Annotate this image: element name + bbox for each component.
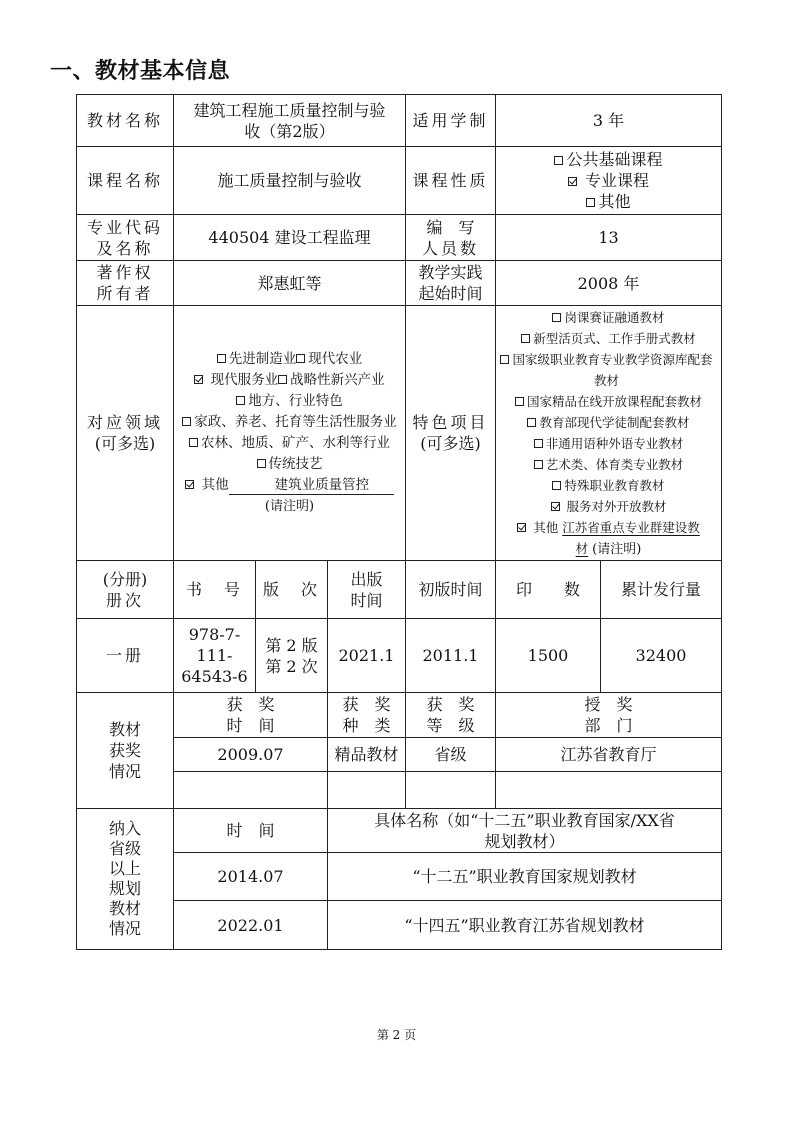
section-heading: 一、教材基本信息 <box>50 59 231 84</box>
major-code-name: 440504 建设工程监理 <box>174 215 406 261</box>
row-course <box>77 147 722 215</box>
info-form <box>76 94 722 950</box>
label-fields: 对应领域 (可多选) <box>77 306 174 561</box>
award-type-empty <box>328 772 406 809</box>
field-option-service[interactable]: 现代服务业 <box>194 372 278 388</box>
checkbox-icon[interactable] <box>217 354 226 363</box>
first-edition-value: 2011.1 <box>406 619 496 693</box>
feature-options <box>496 306 722 561</box>
label-plan-name: 具体名称（如“十二五”职业教育国家/XX省 规划教材） <box>328 809 722 853</box>
label-award-time: 获 奖 时 间 <box>174 693 328 738</box>
checkbox-icon[interactable] <box>296 354 305 363</box>
checkbox-icon[interactable] <box>554 156 563 165</box>
row-volume-values <box>77 619 722 693</box>
course-nature-options <box>496 147 722 215</box>
field-option-local[interactable]: 地方、行业特色 <box>176 391 403 412</box>
checkbox-checked-icon[interactable] <box>551 502 560 511</box>
field-option-emerging[interactable]: 战略性新兴产业 <box>278 372 385 388</box>
label-isbn: 书 号 <box>174 561 256 619</box>
award-dept-empty <box>496 772 722 809</box>
checkbox-icon[interactable] <box>182 417 191 426</box>
label-total-issue: 累计发行量 <box>601 561 722 619</box>
award-level-empty <box>406 772 496 809</box>
label-award-level: 获 奖 等 级 <box>406 693 496 738</box>
checkbox-checked-icon[interactable] <box>185 480 194 489</box>
checkbox-icon[interactable] <box>586 198 595 207</box>
label-textbook-name: 教材名称 <box>77 95 174 147</box>
checkbox-icon[interactable] <box>189 438 198 447</box>
row-major <box>77 215 722 261</box>
checkbox-icon[interactable] <box>521 334 530 343</box>
award-dept: 江苏省教育厅 <box>496 738 722 772</box>
copyright-owner: 郑惠虹等 <box>174 261 406 306</box>
feature-option-1[interactable]: 新型活页式、工作手册式教材 <box>498 328 719 349</box>
award-time-empty <box>174 772 328 809</box>
label-copyright: 著作权 所有者 <box>77 261 174 306</box>
field-option-other[interactable]: 其他 建筑业质量管控 <box>176 475 403 496</box>
label-course-name: 课程名称 <box>77 147 174 215</box>
feature-option-0[interactable]: 岗课赛证融通教材 <box>498 307 719 328</box>
label-features: 特色项目 (可多选) <box>406 306 496 561</box>
row-plan-header <box>77 809 722 853</box>
feature-option-8[interactable]: 服务对外开放教材 <box>498 496 719 517</box>
label-award-type: 获 奖 种 类 <box>328 693 406 738</box>
course-name: 施工质量控制与验收 <box>174 147 406 215</box>
checkbox-icon[interactable] <box>257 459 266 468</box>
feature-option-4[interactable]: 教育部现代学徒制配套教材 <box>498 412 719 433</box>
plan-time: 2022.01 <box>174 901 328 950</box>
label-practice-start: 教学实践 起始时间 <box>406 261 496 306</box>
field-option-manufacturing[interactable]: 先进制造业 <box>217 351 297 367</box>
feature-other-input-cont[interactable]: 材 <box>575 540 589 556</box>
label-plan: 纳入 省级 以上 规划 教材 情况 <box>77 809 174 950</box>
checkbox-icon[interactable] <box>278 375 287 384</box>
checkbox-checked-icon[interactable] <box>517 523 526 532</box>
label-major: 专业代码 及名称 <box>77 215 174 261</box>
label-plan-time: 时 间 <box>174 809 328 853</box>
label-writers-count: 编 写 人员数 <box>406 215 496 261</box>
feature-option-3[interactable]: 国家精品在线开放课程配套教材 <box>498 391 719 412</box>
award-type: 精品教材 <box>328 738 406 772</box>
label-edition: 版 次 <box>256 561 328 619</box>
label-first-edition: 初版时间 <box>406 561 496 619</box>
feature-option-2[interactable]: 国家级职业教育专业教学资源库配套教材 <box>498 349 719 391</box>
label-awards: 教材 获奖 情况 <box>77 693 174 809</box>
plan-name: “十二五”职业教育国家规划教材 <box>328 853 722 901</box>
label-print-count: 印 数 <box>496 561 601 619</box>
volume-value: 一册 <box>77 619 174 693</box>
checkbox-checked-icon[interactable] <box>568 177 577 186</box>
feature-option-5[interactable]: 非通用语种外语专业教材 <box>498 433 719 454</box>
feature-option-other[interactable]: 其他 江苏省重点专业群建设教 <box>498 517 719 538</box>
pub-time-value: 2021.1 <box>328 619 406 693</box>
award-level: 省级 <box>406 738 496 772</box>
row-textbook-name <box>77 95 722 147</box>
textbook-info-table <box>76 94 721 949</box>
row-copyright <box>77 261 722 306</box>
row-plan-1 <box>77 853 722 901</box>
feature-option-6[interactable]: 艺术类、体育类专业教材 <box>498 454 719 475</box>
field-option-agriculture[interactable]: 现代农业 <box>296 351 362 367</box>
row-award-2 <box>77 772 722 809</box>
field-option-household[interactable]: 家政、养老、托育等生活性服务业 <box>176 412 403 433</box>
row-awards-header <box>77 693 722 738</box>
checkbox-icon[interactable] <box>534 439 543 448</box>
checkbox-checked-icon[interactable] <box>194 375 203 384</box>
checkbox-icon[interactable] <box>500 355 509 364</box>
plan-name: “十四五”职业教育江苏省规划教材 <box>328 901 722 950</box>
feature-option-7[interactable]: 特殊职业教育教材 <box>498 475 719 496</box>
row-volume-header <box>77 561 722 619</box>
checkbox-icon[interactable] <box>527 418 536 427</box>
label-school-system: 适用学制 <box>406 95 496 147</box>
field-other-input[interactable]: 建筑业质量管控 <box>229 476 394 495</box>
checkbox-icon[interactable] <box>552 313 561 322</box>
total-issue-value: 32400 <box>601 619 722 693</box>
feature-other-input[interactable]: 江苏省重点专业群建设教 <box>562 519 700 535</box>
checkbox-icon[interactable] <box>552 481 561 490</box>
nature-option-other[interactable]: 其他 <box>498 191 719 212</box>
label-course-nature: 课程性质 <box>406 147 496 215</box>
print-count-value: 1500 <box>496 619 601 693</box>
checkbox-icon[interactable] <box>236 396 245 405</box>
practice-start: 2008 年 <box>496 261 722 306</box>
checkbox-icon[interactable] <box>534 460 543 469</box>
nature-option-public[interactable]: 公共基础课程 <box>498 149 719 170</box>
label-pub-time: 出版 时间 <box>328 561 406 619</box>
row-plan-2 <box>77 901 722 950</box>
row-award-1 <box>77 738 722 772</box>
edition-value: 第 2 版 第 2 次 <box>256 619 328 693</box>
school-system: 3 年 <box>496 95 722 147</box>
field-options <box>174 306 406 561</box>
nature-option-major[interactable]: 专业课程 <box>498 170 719 191</box>
row-fields-features <box>77 306 722 561</box>
field-option-craft[interactable]: 传统技艺 <box>176 454 403 475</box>
award-time: 2009.07 <box>174 738 328 772</box>
checkbox-icon[interactable] <box>515 397 524 406</box>
feature-note: (请注明) <box>592 541 642 557</box>
writers-count: 13 <box>496 215 722 261</box>
field-option-resources[interactable]: 农林、地质、矿产、水利等行业 <box>176 433 403 454</box>
plan-time: 2014.07 <box>174 853 328 901</box>
textbook-name: 建筑工程施工质量控制与验收（第2版） <box>174 95 406 147</box>
field-note: (请注明) <box>264 499 315 514</box>
label-volume: (分册) 册次 <box>77 561 174 619</box>
isbn-value: 978-7- 111- 64543-6 <box>174 619 256 693</box>
label-award-dept: 授 奖 部 门 <box>496 693 722 738</box>
page-number: 第 2 页 <box>376 1028 417 1042</box>
